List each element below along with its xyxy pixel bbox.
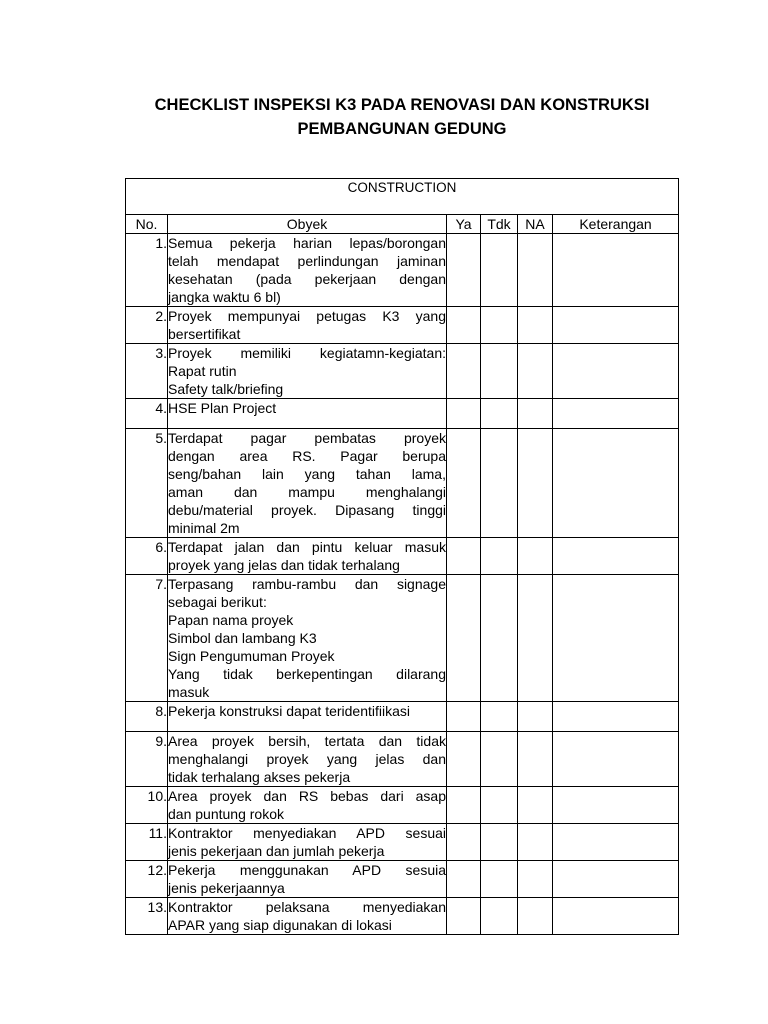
row-number: 4. (126, 399, 168, 429)
section-header-row (126, 179, 679, 215)
header-tdk: Tdk (481, 215, 518, 234)
table-row (126, 538, 679, 575)
cell-tdk[interactable] (481, 787, 518, 824)
row-number: 13. (126, 898, 168, 935)
obyek-line: telah mendapat perlindungan jaminan (168, 253, 446, 269)
row-number: 6. (126, 538, 168, 575)
row-obyek (168, 234, 447, 307)
obyek-line: sebagai berikut: (168, 594, 267, 610)
obyek-line: Terdapat jalan dan pintu keluar masuk (168, 539, 446, 555)
obyek-line: Safety talk/briefing (168, 381, 284, 397)
cell-keterangan[interactable] (553, 898, 679, 935)
row-number: 1. (126, 234, 168, 307)
cell-tdk[interactable] (481, 429, 518, 538)
table-row (126, 861, 679, 898)
cell-keterangan[interactable] (553, 429, 679, 538)
cell-na[interactable] (518, 898, 553, 935)
obyek-line: Terpasang rambu-rambu dan signage (168, 576, 446, 592)
row-obyek (168, 861, 447, 898)
cell-ya[interactable] (447, 234, 481, 307)
obyek-line: bersertifikat (168, 326, 241, 342)
obyek-line: dan puntung rokok (168, 806, 284, 822)
obyek-line: Kontraktor pelaksana menyediakan (168, 899, 446, 915)
obyek-line: dengan area RS. Pagar berupa (168, 448, 446, 464)
table-row (126, 344, 679, 399)
cell-keterangan[interactable] (553, 824, 679, 861)
cell-keterangan[interactable] (553, 575, 679, 702)
row-number: 10. (126, 787, 168, 824)
row-number: 11. (126, 824, 168, 861)
cell-keterangan[interactable] (553, 344, 679, 399)
cell-ya[interactable] (447, 861, 481, 898)
row-obyek (168, 702, 447, 732)
cell-keterangan[interactable] (553, 307, 679, 344)
obyek-line: Papan nama proyek (168, 612, 294, 628)
row-number: 7. (126, 575, 168, 702)
cell-keterangan[interactable] (553, 861, 679, 898)
table-row (126, 732, 679, 787)
row-number: 12. (126, 861, 168, 898)
checklist-body (126, 234, 679, 935)
row-obyek (168, 399, 447, 429)
obyek-line: Semua pekerja harian lepas/borongan (168, 235, 446, 251)
title-line-1: CHECKLIST INSPEKSI K3 PADA RENOVASI DAN KONSTRUKSI (154, 96, 650, 114)
cell-tdk[interactable] (481, 898, 518, 935)
row-number: 8. (126, 702, 168, 732)
cell-ya[interactable] (447, 399, 481, 429)
obyek-line: seng/bahan lain yang tahan lama, (168, 466, 446, 482)
row-obyek (168, 307, 447, 344)
cell-keterangan[interactable] (553, 702, 679, 732)
cell-na[interactable] (518, 732, 553, 787)
obyek-line: Simbol dan lambang K3 (168, 630, 317, 646)
cell-na[interactable] (518, 429, 553, 538)
cell-tdk[interactable] (481, 732, 518, 787)
cell-keterangan[interactable] (553, 234, 679, 307)
obyek-line: Kontraktor menyediakan APD sesuai (168, 825, 446, 841)
cell-tdk[interactable] (481, 538, 518, 575)
row-obyek (168, 898, 447, 935)
row-obyek (168, 429, 447, 538)
cell-ya[interactable] (447, 575, 481, 702)
cell-keterangan[interactable] (553, 787, 679, 824)
table-row (126, 702, 679, 732)
obyek-line: Yang tidak berkepentingan dilarang (168, 666, 446, 682)
cell-tdk[interactable] (481, 234, 518, 307)
cell-keterangan[interactable] (553, 538, 679, 575)
obyek-line: Pekerja menggunakan APD sesuia (168, 862, 446, 878)
cell-na[interactable] (518, 234, 553, 307)
obyek-line: Proyek mempunyai petugas K3 yang (168, 308, 446, 324)
row-obyek (168, 344, 447, 399)
obyek-line: masuk (168, 684, 210, 700)
title-line-2: PEMBANGUNAN GEDUNG (297, 120, 507, 138)
row-obyek (168, 824, 447, 861)
cell-na[interactable] (518, 399, 553, 429)
obyek-line: debu/material proyek. Dipasang tinggi (168, 502, 446, 518)
table-row (126, 824, 679, 861)
cell-ya[interactable] (447, 702, 481, 732)
obyek-line: minimal 2m (168, 520, 240, 536)
obyek-line: Pekerja konstruksi dapat teridentifiikasi (168, 703, 411, 719)
header-na: NA (518, 215, 553, 234)
cell-tdk[interactable] (481, 861, 518, 898)
cell-keterangan[interactable] (553, 732, 679, 787)
cell-tdk[interactable] (481, 399, 518, 429)
obyek-line: Area proyek dan RS bebas dari asap (168, 788, 446, 804)
row-number: 2. (126, 307, 168, 344)
cell-ya[interactable] (447, 307, 481, 344)
cell-tdk[interactable] (481, 702, 518, 732)
cell-tdk[interactable] (481, 824, 518, 861)
table-row (126, 898, 679, 935)
cell-ya[interactable] (447, 732, 481, 787)
header-no: No. (126, 215, 168, 234)
document-title (0, 93, 768, 141)
cell-ya[interactable] (447, 787, 481, 824)
header-ya: Ya (447, 215, 481, 234)
cell-ya[interactable] (447, 898, 481, 935)
obyek-line: jenis pekerjaannya (168, 880, 285, 896)
obyek-line: menghalangi proyek yang jelas dan (168, 751, 446, 767)
header-keterangan: Keterangan (553, 215, 679, 234)
cell-tdk[interactable] (481, 307, 518, 344)
section-title: CONSTRUCTION (126, 179, 679, 215)
checklist-table (125, 178, 679, 935)
row-obyek (168, 538, 447, 575)
cell-na[interactable] (518, 787, 553, 824)
table-row (126, 234, 679, 307)
row-obyek (168, 575, 447, 702)
table-row (126, 787, 679, 824)
row-number: 3. (126, 344, 168, 399)
table-row (126, 399, 679, 429)
cell-na[interactable] (518, 344, 553, 399)
cell-tdk[interactable] (481, 575, 518, 702)
table-row (126, 429, 679, 538)
cell-ya[interactable] (447, 538, 481, 575)
cell-na[interactable] (518, 702, 553, 732)
cell-keterangan[interactable] (553, 399, 679, 429)
row-obyek (168, 787, 447, 824)
cell-na[interactable] (518, 824, 553, 861)
obyek-line: kesehatan (pada pekerjaan dengan (168, 271, 446, 287)
cell-na[interactable] (518, 575, 553, 702)
obyek-line: tidak terhalang akses pekerja (168, 769, 351, 785)
cell-na[interactable] (518, 538, 553, 575)
column-header-row (126, 215, 679, 234)
obyek-line: HSE Plan Project (168, 400, 277, 416)
obyek-line: jenis pekerjaan dan jumlah pekerja (168, 843, 385, 859)
cell-ya[interactable] (447, 344, 481, 399)
header-obyek: Obyek (168, 215, 447, 234)
obyek-line: Proyek memiliki kegiatamn-kegiatan: (168, 345, 446, 361)
row-obyek (168, 732, 447, 787)
obyek-line: jangka waktu 6 bl) (168, 289, 281, 305)
cell-na[interactable] (518, 861, 553, 898)
cell-ya[interactable] (447, 824, 481, 861)
cell-tdk[interactable] (481, 344, 518, 399)
obyek-line: aman dan mampu menghalangi (168, 484, 446, 500)
cell-na[interactable] (518, 307, 553, 344)
obyek-line: Sign Pengumuman Proyek (168, 648, 335, 664)
row-number: 5. (126, 429, 168, 538)
obyek-line: Terdapat pagar pembatas proyek (168, 430, 446, 446)
obyek-line: Rapat rutin (168, 363, 237, 379)
table-row (126, 307, 679, 344)
row-number: 9. (126, 732, 168, 787)
obyek-line: proyek yang jelas dan tidak terhalang (168, 557, 400, 573)
obyek-line: APAR yang siap digunakan di lokasi (168, 917, 392, 933)
obyek-line: Area proyek bersih, tertata dan tidak (168, 733, 446, 749)
cell-ya[interactable] (447, 429, 481, 538)
table-row (126, 575, 679, 702)
